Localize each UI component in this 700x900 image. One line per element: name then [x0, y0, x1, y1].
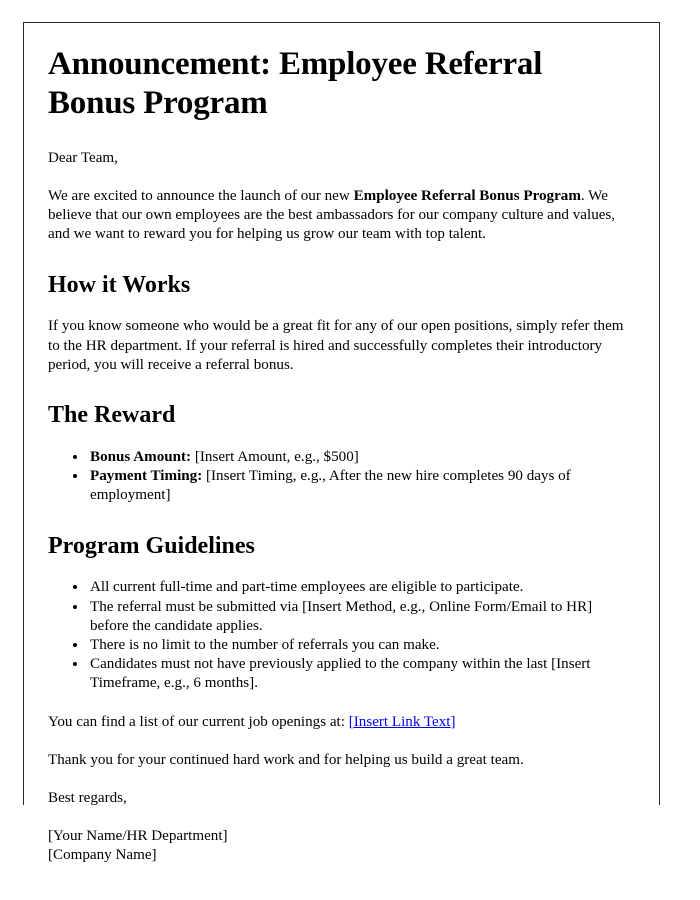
how-it-works-paragraph: If you know someone who would be a great fit for any of our open positions, simply refer them to the HR department. If your referral is hired and successfully completes their introductory period, you will receive a referral bonus. [48, 318, 624, 373]
list-item [88, 467, 629, 505]
job-openings-text: You can find a list of our current job openings at: [48, 713, 349, 730]
list-item [88, 636, 629, 655]
intro-text-before: We are excited to announce the launch of our new [48, 188, 354, 205]
signature-block [48, 827, 629, 865]
section-heading-the-reward: The Reward [48, 402, 176, 429]
list-item [88, 655, 629, 693]
guidelines-list [48, 578, 629, 693]
intro-paragraph [48, 187, 629, 245]
program-name-bold: Employee Referral Bonus Program [353, 188, 581, 205]
page-title: Announcement: Employee Referral Bonus Program [48, 46, 543, 121]
reward-list [48, 448, 629, 506]
bullet-text: [Insert Amount, e.g., $500] [191, 448, 359, 465]
bullet-text: Candidates must not have previously applied to the company within the last [Insert Timeframe, e.g., 6 months]. [90, 656, 591, 692]
signature-line: [Your Name/HR Department] [48, 828, 228, 845]
bullet-text: [Insert Timing, e.g., After the new hire completes 90 days of employment] [90, 468, 571, 504]
list-item [88, 448, 629, 467]
list-item [88, 578, 629, 597]
closing-line: Best regards, [48, 789, 127, 806]
document-page [23, 22, 660, 864]
salutation: Dear Team, [48, 149, 118, 166]
bullet-text: There is no limit to the number of referrals you can make. [90, 636, 440, 653]
job-openings-link[interactable]: [Insert Link Text] [348, 713, 456, 730]
section-heading-how-it-works: How it Works [48, 271, 191, 298]
job-openings-line [48, 713, 629, 732]
section-heading-program-guidelines: Program Guidelines [48, 532, 255, 559]
thanks-paragraph: Thank you for your continued hard work and for helping us build a great team. [48, 751, 524, 768]
signature-line: [Company Name] [48, 847, 157, 864]
bullet-text: The referral must be submitted via [Insert Method, e.g., Online Form/Email to HR] before the candidate applies. [90, 598, 593, 634]
intro-text-after: . We believe that our own employees are the best ambassadors for our company culture and values, and we want to reward you for helping us grow our team with top talent. [48, 188, 616, 243]
bullet-label: Bonus Amount: [90, 448, 192, 465]
bullet-label: Payment Timing: [90, 468, 203, 485]
document-body [24, 23, 659, 866]
list-item [88, 598, 629, 636]
bullet-text: All current full-time and part-time employees are eligible to participate. [90, 579, 524, 596]
